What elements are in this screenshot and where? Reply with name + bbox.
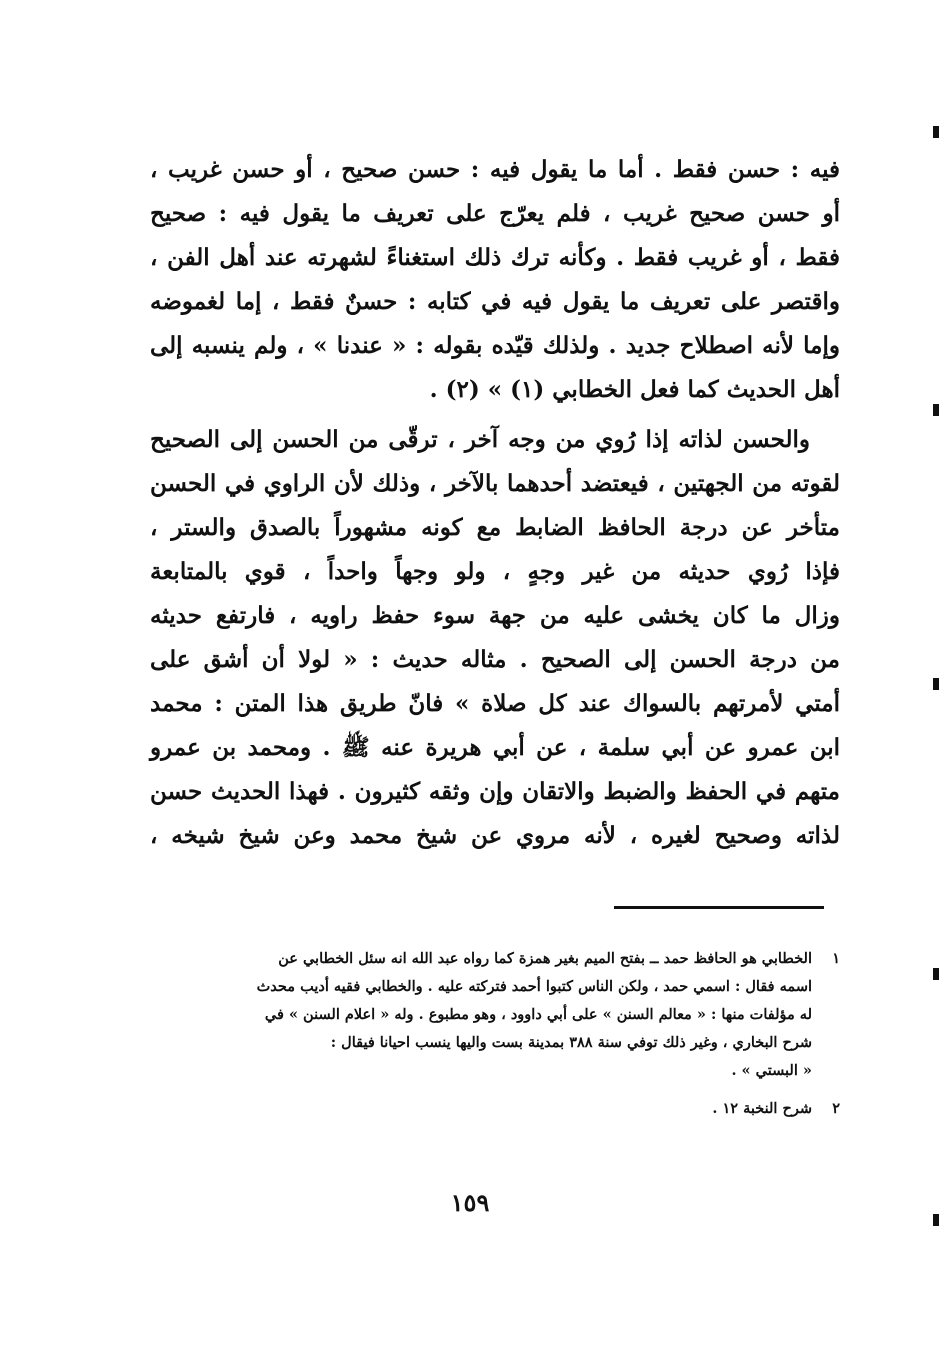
scan-edge-mark (933, 968, 939, 980)
footnote-1 (150, 945, 840, 1085)
text-line: وزال ما كان يخشى عليه من جهة سوء حفظ راويه ، فارتفع حديثه (150, 602, 840, 629)
footnote-line (150, 1095, 840, 1123)
paragraph-1 (150, 148, 840, 412)
scan-edge-mark (933, 126, 939, 138)
main-text (150, 148, 840, 858)
footnote-line (150, 945, 840, 973)
paragraph-2 (150, 418, 840, 858)
text-line: متأخر عن درجة الحافظ الضابط مع كونه مشهوراً بالصدق والستر ، (150, 514, 841, 541)
scan-edge-mark (933, 404, 939, 416)
footnote-text: شرح النخبة ١٢ . (712, 1100, 812, 1117)
text-line: فيه : حسن فقط . أما ما يقول فيه : حسن صحيح ، أو حسن غريب ، (150, 156, 840, 183)
footnote-separator (614, 906, 824, 909)
text-line: لقوته من الجهتين ، فيعتضد أحدهما بالآخر ، وذلك لأن الراوي في الحسن (150, 470, 840, 497)
text-line: من درجة الحسن إلى الصحيح . مثاله حديث : « لولا أن أشق على (150, 646, 840, 673)
footnotes (150, 945, 840, 1123)
footnote-line: اسمه فقال : اسمي حمد ، ولكن الناس كتبوا أحمد فتركته عليه . والخطابي فقيه أديب محدث (256, 978, 812, 995)
text-line: ابن عمرو عن أبي سلمة ، عن أبي هريرة عنه ﷺ . ومحمد بن عمرو (150, 734, 840, 761)
footnote-line: « البستي » . (731, 1062, 812, 1079)
text-line: أو حسن صحيح غريب ، فلم يعرّج على تعريف ما يقول فيه : صحيح (150, 200, 840, 227)
page-number: ١٥٩ (450, 1188, 490, 1217)
text-line: والحسن لذاته إذا رُوي من وجه آخر ، ترقّى من الحسن إلى الصحيح (150, 426, 810, 453)
footnote-line: له مؤلفات منها : « معالم السنن » على أبي داوود ، وهو مطبوع . وله « اعلام السنن » في (264, 1006, 812, 1023)
text-line: فإذا رُوي حديثه من غير وجهٍ ، ولو وجهاً واحداً ، قوي بالمتابعة (150, 558, 840, 585)
footnote-2 (150, 1095, 840, 1123)
text-line: فقط ، أو غريب فقط . وكأنه ترك ذلك استغناءً لشهرته عند أهل الفن ، (150, 244, 840, 271)
scan-edge-mark (933, 678, 939, 690)
footnote-text: الخطابي هو الحافظ حمد ــ بفتح الميم بغير همزة كما رواه عبد الله انه سئل الخطابي عن (278, 950, 812, 967)
text-line: وإما لأنه اصطلاح جديد . ولذلك قيّده بقوله : « عندنا » ، ولم ينسبه إلى (150, 332, 840, 359)
text-line: أمتي لأمرتهم بالسواك عند كل صلاة » فانّ طريق هذا المتن : محمد (150, 690, 840, 717)
text-line: لذاته وصحيح لغيره ، لأنه مروي عن شيخ محمد وعن شيخ شيخه ، (150, 822, 840, 849)
scan-edge-mark (933, 1214, 939, 1226)
text-line: واقتصر على تعريف ما يقول فيه في كتابه : حسنٌ فقط ، إما لغموضه (150, 288, 840, 315)
footnote-number: ١ (832, 950, 840, 967)
text-line: متهم في الحفظ والضبط والاتقان وإن وثقه كثيرون . فهذا الحديث حسن (150, 778, 840, 805)
text-line: أهل الحديث كما فعل الخطابي (١) » (٢) . (429, 376, 840, 403)
footnote-line: شرح البخاري ، وغير ذلك توفي سنة ٣٨٨ بمدينة بست واليها ينسب احيانا فيقال : (330, 1034, 812, 1051)
footnote-number: ٢ (832, 1100, 840, 1117)
